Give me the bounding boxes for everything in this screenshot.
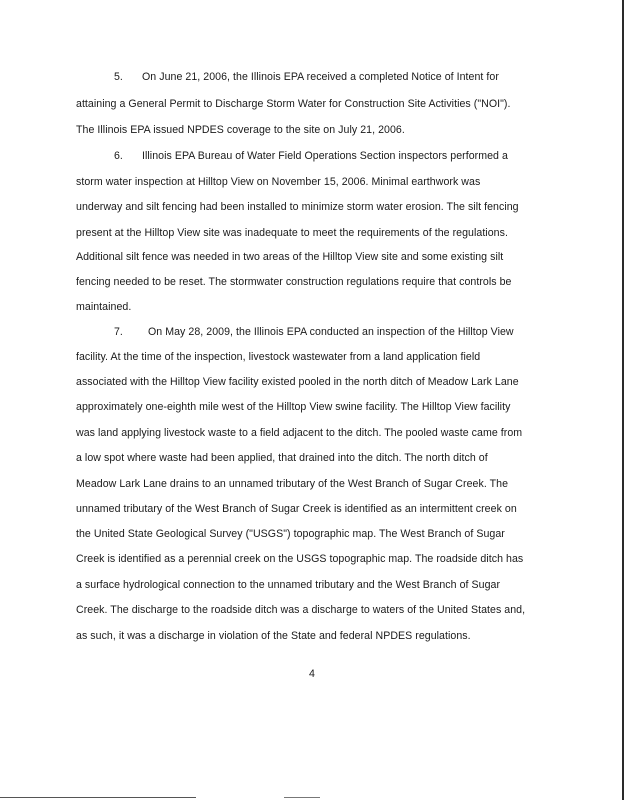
paragraph-6-line-6: fencing needed to be reset. The stormwater construction regulations require that controls be bbox=[76, 276, 512, 288]
paragraph-7-line-8: unnamed tributary of the West Branch of Sugar Creek is identified as an intermittent creek on bbox=[76, 503, 517, 515]
paragraph-number-6: 6. bbox=[114, 150, 123, 162]
paragraph-5-line-2: attaining a General Permit to Discharge Storm Water for Construction Site Activities ("NOI"). bbox=[76, 98, 511, 110]
paragraph-7-line-13: as such, it was a discharge in violation of the State and federal NPDES regulations. bbox=[76, 630, 471, 642]
paragraph-7-line-10: Creek is identified as a perennial creek on the USGS topographic map. The roadside ditch has bbox=[76, 553, 524, 565]
paragraph-number-7: 7. bbox=[114, 326, 123, 338]
paragraph-7-line-11: a surface hydrological connection to the unnamed tributary and the West Branch of Sugar bbox=[76, 579, 501, 591]
scan-edge-bottom-left bbox=[0, 797, 196, 798]
paragraph-7-line-9: the United State Geological Survey ("USGS") topographic map. The West Branch of Sugar bbox=[76, 528, 505, 540]
paragraph-7-line-3: associated with the Hilltop View facility existed pooled in the north ditch of Meadow Lark Lane bbox=[76, 376, 519, 388]
paragraph-number-5: 5. bbox=[114, 71, 123, 83]
paragraph-7-line-12: Creek. The discharge to the roadside ditch was a discharge to waters of the United States and, bbox=[76, 604, 526, 616]
paragraph-5-line-3: The Illinois EPA issued NPDES coverage to the site on July 21, 2006. bbox=[76, 124, 405, 136]
paragraph-6-line-1: Illinois EPA Bureau of Water Field Operations Section inspectors performed a bbox=[142, 150, 508, 162]
paragraph-6-line-5: Additional silt fence was needed in two areas of the Hilltop View site and some existing silt bbox=[76, 251, 504, 263]
scan-edge-bottom-mid bbox=[284, 797, 320, 798]
paragraph-7-line-4: approximately one-eighth mile west of the Hilltop View swine facility. The Hilltop View facility bbox=[76, 401, 511, 413]
paragraph-6-line-7: maintained. bbox=[76, 301, 132, 313]
paragraph-5-line-1: On June 21, 2006, the Illinois EPA received a completed Notice of Intent for bbox=[142, 71, 499, 83]
paragraph-7-line-1: On May 28, 2009, the Illinois EPA conducted an inspection of the Hilltop View bbox=[148, 326, 514, 338]
paragraph-6-line-2: storm water inspection at Hilltop View on November 15, 2006. Minimal earthwork was bbox=[76, 176, 481, 188]
paragraph-6-line-4: present at the Hilltop View site was inadequate to meet the requirements of the regulations. bbox=[76, 227, 508, 239]
paragraph-7-line-7: Meadow Lark Lane drains to an unnamed tributary of the West Branch of Sugar Creek. The bbox=[76, 478, 509, 490]
paragraph-7-line-2: facility. At the time of the inspection, livestock wastewater from a land application field bbox=[76, 351, 481, 363]
page-number: 4 bbox=[309, 668, 315, 680]
paragraph-7-line-5: was land applying livestock waste to a field adjacent to the ditch. The pooled waste came from bbox=[76, 427, 523, 439]
paragraph-7-line-6: a low spot where waste had been applied, that drained into the ditch. The north ditch of bbox=[76, 452, 488, 464]
paragraph-6-line-3: underway and silt fencing had been installed to minimize storm water erosion. The silt fencing bbox=[76, 201, 519, 213]
